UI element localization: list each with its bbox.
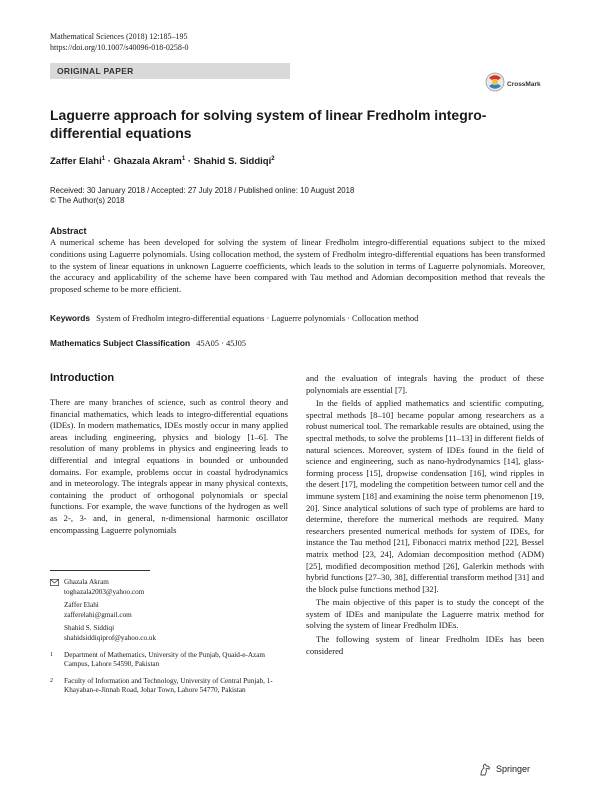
author-contact bbox=[50, 601, 290, 620]
journal-citation: Mathematical Sciences (2018) 12:185–195 bbox=[50, 32, 188, 41]
affiliation bbox=[50, 677, 290, 696]
contact-email[interactable]: toghazala2003@yahoo.com bbox=[64, 587, 145, 596]
springer-horse-icon bbox=[478, 763, 492, 777]
envelope-icon bbox=[50, 579, 59, 586]
body-paragraph: The following system of linear Fredholm IDEs has been considered bbox=[306, 634, 544, 656]
crossmark-label: CrossMark bbox=[507, 81, 541, 88]
keywords-label: Keywords bbox=[50, 313, 91, 323]
author-affil-mark: 1 bbox=[181, 156, 186, 162]
body-paragraph: and the evaluation of integrals having the product of these polynomials are essential [7]. bbox=[306, 373, 544, 395]
body-paragraph: The main objective of this paper is to study the concept of the system of IDEs and manipulate the Laguerre matrix method for solving the system of linear Fredholm IDEs. bbox=[306, 597, 544, 631]
keywords-line bbox=[50, 313, 418, 323]
affiliation-text: Faculty of Information and Technology, University of Central Punjab, 1-Khayaban-e-Jinnah Road, Johar Town, Lahore 54770, Pakistan bbox=[64, 676, 273, 695]
contact-name: Zaffer Elahi bbox=[64, 601, 99, 610]
dates-line: Received: 30 January 2018 / Accepted: 27 July 2018 / Published online: 10 August 2018 bbox=[50, 186, 355, 195]
author-name[interactable]: Shahid S. Siddiqi bbox=[193, 156, 272, 168]
abstract-body: A numerical scheme has been developed for solving the system of linear Fredholm integro-differential equations subject to the mixed conditions using Laguerre polynomials. Using collocation method, the system of Fredholm integro-differential equations has been transformed to the system of linear equations in unknown Laguerre coefficients, which leads to the solution in terms of Laguerre polynomials. Moreover, the accuracy and applicability of the scheme have been compared with Tau method and Adomian decomposition method that reveals the proposed scheme to be more efficient. bbox=[50, 237, 545, 295]
affiliation-mark: 1 bbox=[50, 651, 53, 658]
author-separator: · bbox=[107, 156, 111, 168]
contact-name: Ghazala Akram bbox=[64, 578, 109, 586]
corresponding-author-contact bbox=[50, 578, 290, 597]
right-column bbox=[306, 373, 544, 659]
author-name[interactable]: Zaffer Elahi bbox=[50, 156, 102, 168]
article-type-label: ORIGINAL PAPER bbox=[57, 66, 134, 76]
journal-doi-link[interactable]: https://doi.org/10.1007/s40096-018-0258-0 bbox=[50, 43, 189, 52]
msc-line bbox=[50, 338, 246, 348]
author-name[interactable]: Ghazala Akram bbox=[113, 156, 182, 168]
author-contact bbox=[50, 624, 290, 643]
affiliation-mark: 2 bbox=[50, 677, 53, 684]
abstract-heading: Abstract bbox=[50, 226, 87, 236]
author-list bbox=[50, 156, 275, 167]
crossmark-badge[interactable] bbox=[485, 70, 547, 98]
msc-label: Mathematics Subject Classification bbox=[50, 338, 191, 348]
msc-value: 45A05 · 45J05 bbox=[196, 339, 246, 348]
affiliation bbox=[50, 651, 290, 670]
affiliation-text: Department of Mathematics, University of the Punjab, Quaid-e-Azam Campus, Lahore 54590, Pakistan bbox=[64, 650, 265, 669]
contact-email[interactable]: zafferelahi@gmail.com bbox=[64, 610, 132, 619]
footnote-divider bbox=[50, 570, 150, 571]
body-paragraph: There are many branches of science, such as control theory and financial mathematics, which leads to integro-differential equations (IDEs). In modern mathematics, IDEs mostly occur in many applied areas including engineering, physics and biology [1–6]. The resolution of many problems in physics and engineering leads to differential and integral equations in bounded or unbounded domains. For example, problems occur in coastal hydrodynamics and in meteorology. The integrals appear in many physical contexts, containing the product of orthogonal polynomials or special functions. For example, the wave functions of the hydrogen as well as 2-, 3- and, in general, n-dimensional harmonic oscillator encompassing Laguerre polynomials bbox=[50, 397, 288, 535]
author-affil-mark: 2 bbox=[271, 156, 275, 162]
author-affil-mark: 1 bbox=[101, 156, 106, 162]
left-column bbox=[50, 397, 288, 538]
publication-dates bbox=[50, 186, 354, 206]
body-paragraph: In the fields of applied mathematics and scientific computing, spectral methods [8–10] became popular among researchers as a robust numerical tool. The remarkable results are obtained, using the spectral methods, to solve the problems [11–13] in different fields of natural sciences. Moreover, system of IDEs found in the field of science and engineering, such as nano-hydrodynamics [14], glass-forming process [15], dropwise condensation [16], wind ripples in the desert [17], modeling the competition between tumor cell and the immune system [18] and examining the noise term phenomenon [19, 20]. Since analytical solutions of such type of problems are hard to determine, therefore the numerical methods are required. Many researchers presented numerical methods for system of IDEs, for instance the Tau method [21], Fibonacci matrix method [22], Bessel matrix method [23, 24], Adomian decomposition method (ADM) [25], modified decomposition method [26], Galerkin methods with hybrid functions [27–30, 38], differential transform method [31] and the block pulse functions method [32]. bbox=[306, 398, 544, 594]
introduction-heading: Introduction bbox=[50, 372, 115, 384]
publisher-name: Springer bbox=[496, 764, 531, 774]
publisher-logo bbox=[478, 762, 548, 778]
contact-email[interactable]: shahidsiddiqiprof@yahoo.co.uk bbox=[64, 633, 157, 642]
journal-header bbox=[50, 31, 189, 53]
contact-name: Shahid S. Siddiqi bbox=[64, 624, 115, 633]
copyright-line: © The Author(s) 2018 bbox=[50, 196, 125, 205]
article-title: Laguerre approach for solving system of linear Fredholm integro-differential equations bbox=[50, 107, 487, 141]
article-type-band bbox=[50, 63, 290, 79]
crossmark-icon bbox=[485, 70, 505, 94]
footnotes bbox=[50, 578, 290, 696]
keywords-value: System of Fredholm integro-differential equations · Laguerre polynomials · Collocation method bbox=[96, 314, 419, 323]
author-separator: · bbox=[187, 156, 191, 168]
